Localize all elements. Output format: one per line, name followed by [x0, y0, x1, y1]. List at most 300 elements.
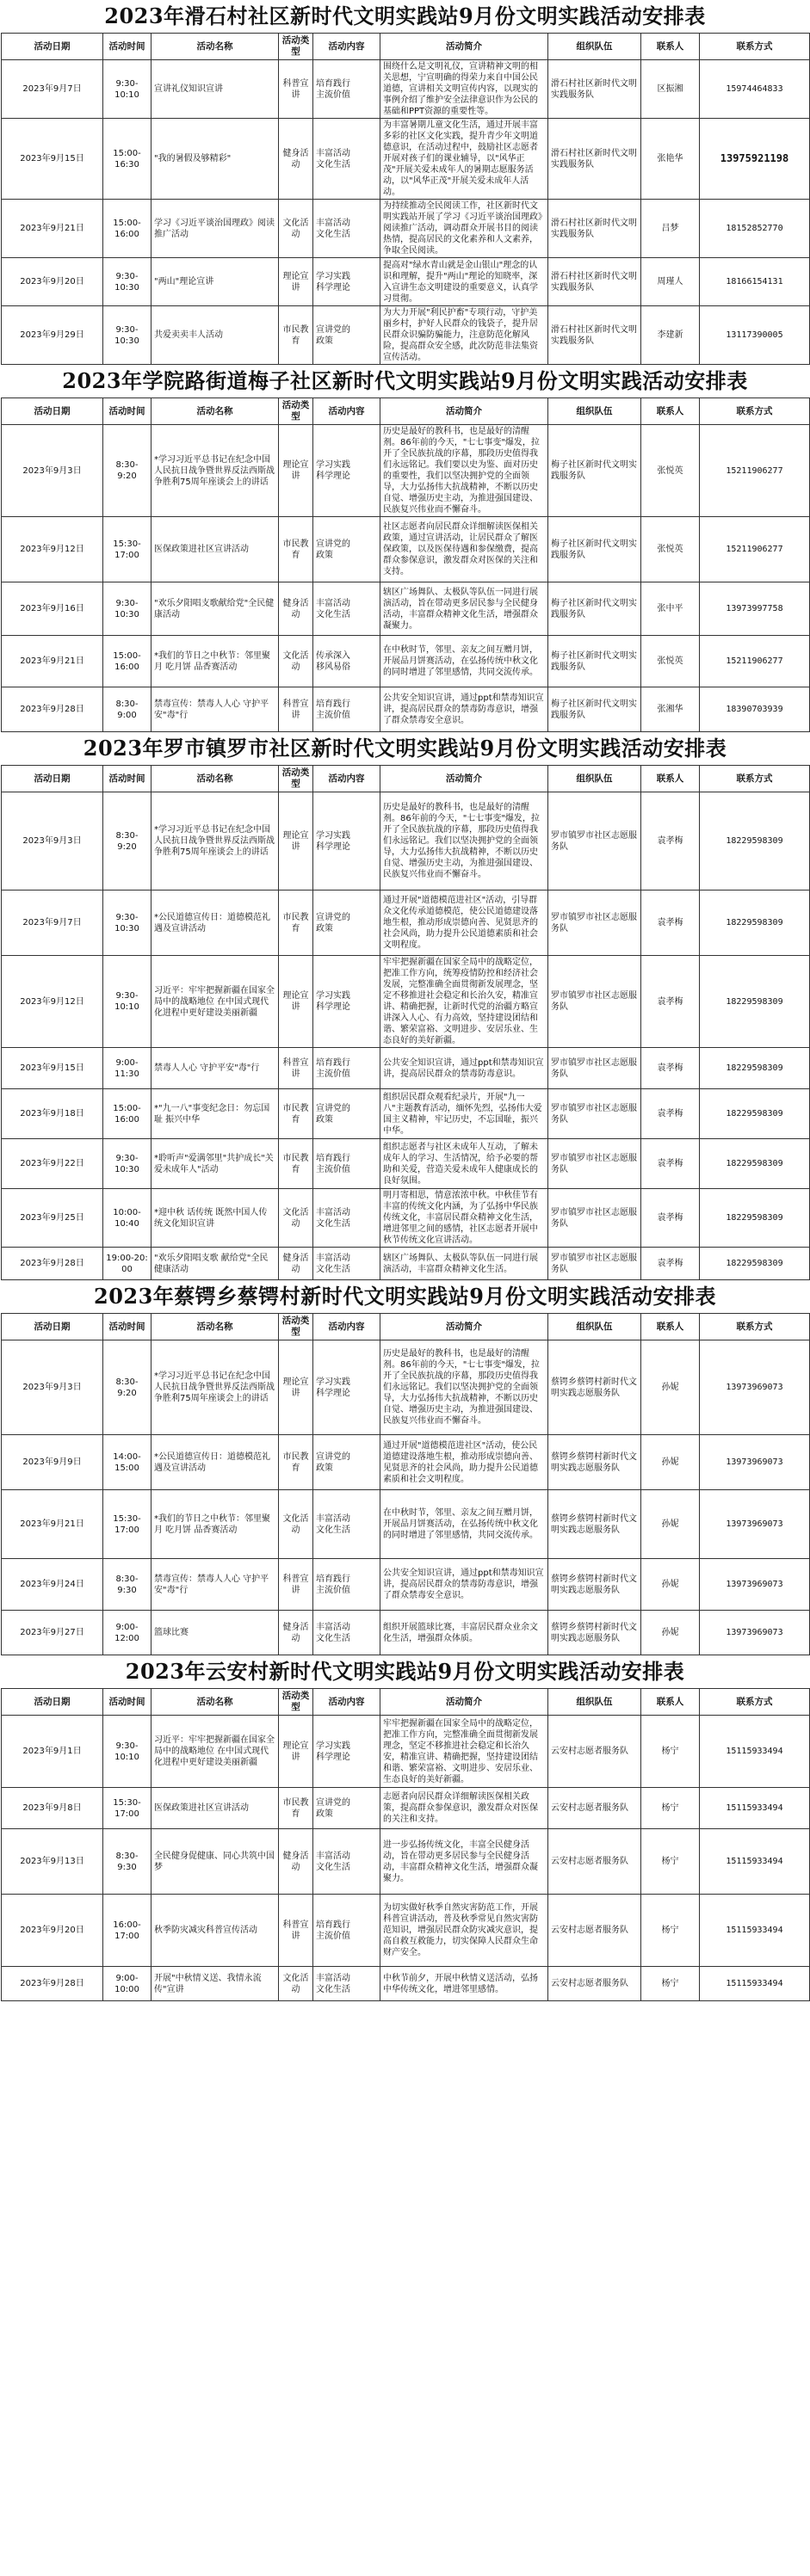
cell-time: 9:30- 10:30 — [103, 891, 151, 956]
cell-phone: 13975921198 — [700, 119, 810, 200]
cell-time: 8:30- 9:00 — [103, 687, 151, 732]
schedule-table — [1, 397, 810, 732]
column-header: 活动内容 — [313, 1314, 380, 1340]
cell-phone: 15211906277 — [700, 517, 810, 582]
cell-date: 2023年9月3日 — [2, 425, 103, 517]
cell-intro: 在中秋时节，邻里、亲友之间互赠月饼，开展品月饼赛活动，在弘扬传统中秋文化的同时增进了邻里感情，共同交流传承。 — [380, 636, 548, 687]
column-header: 活动时间 — [103, 1689, 151, 1716]
cell-date: 2023年9月21日 — [2, 200, 103, 258]
cell-name: "欢乐夕阳唱支歌 献给党"全民健康活动 — [151, 1248, 279, 1280]
cell-date: 2023年9月22日 — [2, 1139, 103, 1189]
column-header: 组织队伍 — [548, 766, 641, 792]
schedule-table — [1, 765, 810, 1280]
cell-content: 培育践行 主流价值 — [313, 60, 380, 119]
cell-content: 宣讲党的 政策 — [313, 517, 380, 582]
cell-date: 2023年9月12日 — [2, 956, 103, 1048]
table-row — [2, 60, 810, 119]
cell-date: 2023年9月3日 — [2, 792, 103, 891]
table-row — [2, 1189, 810, 1248]
cell-name: *公民道德宣传日：道德模范礼遇及宣讲活动 — [151, 1435, 279, 1490]
cell-contact: 杨宁 — [641, 1716, 700, 1788]
cell-name: 全民健身促健康、同心共筑中国梦 — [151, 1829, 279, 1895]
cell-intro: 通过开展"道德模范进社区"活动，使公民道德建设落地生根，推动形成崇德向善、见贤思齐的社会风尚，助力提升公民道德素质和社会文明程度。 — [380, 1435, 548, 1490]
cell-org: 滑石村社区新时代文明实践服务队 — [548, 60, 641, 119]
cell-date: 2023年9月9日 — [2, 1435, 103, 1490]
cell-contact: 袁孝梅 — [641, 1048, 700, 1089]
cell-contact: 袁孝梅 — [641, 1139, 700, 1189]
cell-phone: 15115933494 — [700, 1967, 810, 2001]
cell-contact: 区振湘 — [641, 60, 700, 119]
cell-phone: 13973969073 — [700, 1490, 810, 1559]
schedule-table — [1, 1313, 810, 1655]
cell-name: *学习习近平总书记在纪念中国人民抗日战争暨世界反法西斯战争胜利75周年座谈会上的讲话 — [151, 425, 279, 517]
column-header: 活动时间 — [103, 766, 151, 792]
cell-org: 梅子社区新时代文明实践服务队 — [548, 636, 641, 687]
cell-contact: 袁孝梅 — [641, 1189, 700, 1248]
cell-contact: 杨宁 — [641, 1895, 700, 1967]
table-row — [2, 582, 810, 636]
cell-org: 罗市镇罗市社区志愿服务队 — [548, 1139, 641, 1189]
cell-date: 2023年9月16日 — [2, 582, 103, 636]
cell-type: 理论宣讲 — [279, 425, 313, 517]
cell-intro: 历史是最好的教科书，也是最好的清醒剂。86年前的今天，"七七事变"爆发，拉开了全民族抗战的序幕，那段历史值得我们永远铭记。我们以坚决拥护党的全面领导，大力弘扬伟大抗战精神，不断以历史自觉、增强历史主动，为推进强国建设、民族复兴伟业而不懈奋斗。 — [380, 1340, 548, 1435]
column-header: 活动时间 — [103, 34, 151, 60]
section-title: 2023年罗市镇罗市社区新时代文明实践站9月份文明实践活动安排表 — [83, 736, 727, 761]
cell-intro: 组织志愿者与社区未成年人互动，了解未成年人的学习、生活情况，给予必要的帮助和关爱，营造关爱未成年人健康成长的良好氛围。 — [380, 1139, 548, 1189]
table-row — [2, 1611, 810, 1655]
cell-date: 2023年9月7日 — [2, 60, 103, 119]
cell-time: 8:30- 9:20 — [103, 425, 151, 517]
table-row — [2, 891, 810, 956]
cell-contact: 李建新 — [641, 306, 700, 365]
cell-time: 10:00- 10:40 — [103, 1189, 151, 1248]
cell-contact: 张悦英 — [641, 425, 700, 517]
table-row — [2, 1490, 810, 1559]
column-header: 活动简介 — [380, 766, 548, 792]
table-row — [2, 1089, 810, 1139]
cell-time: 14:00- 15:00 — [103, 1435, 151, 1490]
cell-contact: 袁孝梅 — [641, 1089, 700, 1139]
cell-contact: 袁孝梅 — [641, 1248, 700, 1280]
cell-type: 科普宣讲 — [279, 1895, 313, 1967]
cell-name: 秋季防灾减灾科普宣传活动 — [151, 1895, 279, 1967]
cell-type: 文化活动 — [279, 1967, 313, 2001]
cell-time: 15:30- 17:00 — [103, 517, 151, 582]
cell-intro: 公共安全知识宣讲，通过ppt和禁毒知识宣讲，提高居民群众的禁毒防毒意识，增强了群众禁毒安全意识。 — [380, 1559, 548, 1611]
table-row — [2, 1967, 810, 2001]
column-header: 活动类型 — [279, 34, 313, 60]
cell-time: 15:00- 16:00 — [103, 636, 151, 687]
table-row — [2, 517, 810, 582]
cell-type: 理论宣讲 — [279, 956, 313, 1048]
cell-phone: 18229598309 — [700, 1248, 810, 1280]
cell-time: 9:00- 11:30 — [103, 1048, 151, 1089]
cell-intro: 为切实做好秋季自然灾害防范工作，开展科普宣讲活动，普及秋季常见自然灾害防范知识，增强居民群众防灾减灾意识，提高自救互救能力，切实保障人民群众生命财产安全。 — [380, 1895, 548, 1967]
cell-content: 学习实践 科学理论 — [313, 792, 380, 891]
table-header-row — [2, 34, 810, 60]
table-header-row — [2, 1314, 810, 1340]
column-header: 联系方式 — [700, 34, 810, 60]
cell-contact: 袁孝梅 — [641, 956, 700, 1048]
cell-time: 15:30- 17:00 — [103, 1490, 151, 1559]
cell-type: 健身活动 — [279, 1611, 313, 1655]
cell-intro: 围绕什么是文明礼仪，宣讲精神文明的相关思想，宁宣明确的得荣力来自中国公民道德，宣讲相关文明宣传内容，以现实的事例介绍了维护安全法律意识作为公民的基础和PPT资源的重要性等。 — [380, 60, 548, 119]
cell-type: 科普宣讲 — [279, 1048, 313, 1089]
column-header: 活动日期 — [2, 1314, 103, 1340]
cell-time: 15:00- 16:00 — [103, 200, 151, 258]
cell-contact: 孙妮 — [641, 1559, 700, 1611]
schedule-section — [0, 1280, 810, 1655]
cell-content: 宣讲党的 政策 — [313, 891, 380, 956]
cell-date: 2023年9月12日 — [2, 517, 103, 582]
table-row — [2, 1139, 810, 1189]
column-header: 联系人 — [641, 34, 700, 60]
cell-date: 2023年9月28日 — [2, 1967, 103, 2001]
cell-org: 云安村志愿者服务队 — [548, 1967, 641, 2001]
cell-org: 蔡锷乡蔡锷村新时代文明实践志愿服务队 — [548, 1435, 641, 1490]
cell-phone: 18229598309 — [700, 1139, 810, 1189]
cell-org: 云安村志愿者服务队 — [548, 1716, 641, 1788]
cell-name: 禁毒人人心 守护平安"毒"行 — [151, 1048, 279, 1089]
column-header: 活动名称 — [151, 766, 279, 792]
cell-content: 丰富活动 文化生活 — [313, 1189, 380, 1248]
cell-org: 罗市镇罗市社区志愿服务队 — [548, 956, 641, 1048]
cell-org: 罗市镇罗市社区志愿服务队 — [548, 1248, 641, 1280]
table-row — [2, 687, 810, 732]
cell-intro: 提高对"绿水青山就是金山银山"理念的认识和理解，提升"两山"理论的知晓率，深入宣讲生态文明建设的重要意义，认真学习贯彻。 — [380, 258, 548, 306]
cell-time: 9:30- 10:10 — [103, 1716, 151, 1788]
cell-type: 理论宣讲 — [279, 1340, 313, 1435]
table-header-row — [2, 1689, 810, 1716]
cell-date: 2023年9月15日 — [2, 119, 103, 200]
cell-time: 19:00-20:00 — [103, 1248, 151, 1280]
cell-org: 滑石村社区新时代文明实践服务队 — [548, 119, 641, 200]
column-header: 活动类型 — [279, 1689, 313, 1716]
table-row — [2, 200, 810, 258]
cell-content: 宣讲党的 政策 — [313, 306, 380, 365]
column-header: 活动简介 — [380, 1314, 548, 1340]
cell-phone: 15974464833 — [700, 60, 810, 119]
cell-org: 云安村志愿者服务队 — [548, 1788, 641, 1829]
cell-org: 罗市镇罗市社区志愿服务队 — [548, 1048, 641, 1089]
cell-content: 丰富活动 文化生活 — [313, 1829, 380, 1895]
cell-intro: 历史是最好的教科书，也是最好的清醒剂。86年前的今天，"七七事变"爆发，拉开了全民族抗战的序幕，那段历史值得我们永远铭记。我们要以史为鉴、面对历史的重要性，我们以坚决拥护党的全面领导，大力弘扬伟大抗战精神，不断以历史自觉、增强历史主动，为推进强国建设、民族复兴伟业而不懈奋斗。 — [380, 425, 548, 517]
schedule-section — [0, 365, 810, 732]
schedule-section — [0, 0, 810, 365]
cell-phone: 15115933494 — [700, 1716, 810, 1788]
cell-name: *学习习近平总书记在纪念中国人民抗日战争暨世界反法西斯战争胜利75周年座谈会上的讲话 — [151, 792, 279, 891]
cell-date: 2023年9月18日 — [2, 1089, 103, 1139]
table-row — [2, 1788, 810, 1829]
cell-phone: 18166154131 — [700, 258, 810, 306]
cell-intro: 为大力开展"利民护畜"专项行动，守护美丽乡村，护好人民群众的钱袋子，提升居民群众识骗防骗能力，注意防范化解风险，提高群众安全感，此次防范非法集资宣传活动。 — [380, 306, 548, 365]
table-row — [2, 1895, 810, 1967]
column-header: 活动日期 — [2, 34, 103, 60]
cell-type: 市民教育 — [279, 1788, 313, 1829]
cell-phone: 13973969073 — [700, 1435, 810, 1490]
cell-date: 2023年9月13日 — [2, 1829, 103, 1895]
cell-date: 2023年9月28日 — [2, 1248, 103, 1280]
cell-org: 梅子社区新时代文明实践服务队 — [548, 425, 641, 517]
column-header: 活动日期 — [2, 398, 103, 425]
table-row — [2, 258, 810, 306]
cell-content: 宣讲党的 政策 — [313, 1435, 380, 1490]
cell-org: 云安村志愿者服务队 — [548, 1829, 641, 1895]
cell-time: 9:30- 10:10 — [103, 956, 151, 1048]
table-row — [2, 1048, 810, 1089]
cell-time: 8:30- 9:30 — [103, 1559, 151, 1611]
cell-intro: 在中秋时节，邻里、亲友之间互赠月饼，开展品月饼赛活动，在弘扬传统中秋文化的同时增进了邻里感情，共同交流传承。 — [380, 1490, 548, 1559]
table-row — [2, 956, 810, 1048]
cell-type: 市民教育 — [279, 1089, 313, 1139]
cell-intro: 通过开展"道德模范进社区"活动，引导群众文化传承道德模范，使公民道德建设落地生根，推动形成崇德向善、见贤思齐的社会风尚，助力提升公民道德素质和社会文明程度。 — [380, 891, 548, 956]
section-title: 2023年蔡锷乡蔡锷村新时代文明实践站9月份文明实践活动安排表 — [94, 1284, 716, 1309]
cell-contact: 孙妮 — [641, 1490, 700, 1559]
cell-org: 蔡锷乡蔡锷村新时代文明实践志愿服务队 — [548, 1490, 641, 1559]
cell-contact: 张艳华 — [641, 119, 700, 200]
schedule-section — [0, 1655, 810, 2001]
cell-phone: 15115933494 — [700, 1895, 810, 1967]
cell-type: 健身活动 — [279, 1248, 313, 1280]
cell-name: *我们的节日之中秋节：邻里聚月 吃月饼 品香赛活动 — [151, 636, 279, 687]
column-header: 联系方式 — [700, 766, 810, 792]
column-header: 活动日期 — [2, 766, 103, 792]
cell-date: 2023年9月28日 — [2, 687, 103, 732]
cell-contact: 袁孝梅 — [641, 792, 700, 891]
cell-phone: 13973969073 — [700, 1559, 810, 1611]
cell-date: 2023年9月27日 — [2, 1611, 103, 1655]
cell-name: 医保政策进社区宣讲活动 — [151, 517, 279, 582]
table-row — [2, 1340, 810, 1435]
table-row — [2, 425, 810, 517]
cell-intro: 牢牢把握新疆在国家全局中的战略定位，把准工作方向，统筹疫情防控和经济社会发展，完整准确全面贯彻新发展理念，坚定不移推进社会稳定和长治久安，精准宣讲、精确把握，让新时代党的治疆方略宣讲深入人心、有力高效，坚持建设团结和谐、繁荣富裕、文明进步、安居乐业、生态良好的美好新疆。 — [380, 956, 548, 1048]
cell-phone: 13973969073 — [700, 1611, 810, 1655]
cell-name: 习近平：牢牢把握新疆在国家全局中的战略地位 在中国式现代化进程中更好建设美丽新疆 — [151, 1716, 279, 1788]
cell-phone: 18229598309 — [700, 891, 810, 956]
table-row — [2, 119, 810, 200]
column-header: 联系方式 — [700, 1314, 810, 1340]
cell-content: 学习实践 科学理论 — [313, 956, 380, 1048]
column-header: 活动简介 — [380, 34, 548, 60]
cell-time: 8:30- 9:30 — [103, 1829, 151, 1895]
cell-name: 共爱卖卖丰人活动 — [151, 306, 279, 365]
cell-name: 禁毒宣传：禁毒人人心 守护平安"毒"行 — [151, 1559, 279, 1611]
cell-phone: 18229598309 — [700, 1189, 810, 1248]
cell-name: *聆听声"爱满邻里"共护成长"关爱未成年人"活动 — [151, 1139, 279, 1189]
cell-phone: 15211906277 — [700, 425, 810, 517]
column-header: 联系人 — [641, 1689, 700, 1716]
column-header: 活动类型 — [279, 766, 313, 792]
cell-date: 2023年9月21日 — [2, 636, 103, 687]
cell-content: 传承深入 移风易俗 — [313, 636, 380, 687]
cell-intro: 为丰富暑期儿童文化生活，通过开展丰富多彩的社区文化实践，提升青少年文明道德意识，在活动过程中，鼓励社区志愿者开展对孩子们的课业辅导，以"风华正茂"开展关爱未成年人的暑期志愿服务活动，以"风华正茂"开展关爱未成年人活动。 — [380, 119, 548, 200]
cell-intro: 为持续推动全民阅读工作，社区新时代文明实践站开展了学习《习近平谈治国理政》阅读推广活动，调动群众开展书目的阅读热情，提高居民的文化素养和人文素养，争取全民阅读。 — [380, 200, 548, 258]
cell-org: 梅子社区新时代文明实践服务队 — [548, 687, 641, 732]
cell-type: 理论宣讲 — [279, 1716, 313, 1788]
cell-content: 宣讲党的 政策 — [313, 1089, 380, 1139]
cell-type: 健身活动 — [279, 582, 313, 636]
cell-name: "我的暑假及够精彩" — [151, 119, 279, 200]
cell-org: 梅子社区新时代文明实践服务队 — [548, 517, 641, 582]
cell-contact: 袁孝梅 — [641, 891, 700, 956]
cell-type: 市民教育 — [279, 1435, 313, 1490]
cell-type: 文化活动 — [279, 1490, 313, 1559]
cell-org: 罗市镇罗市社区志愿服务队 — [548, 1189, 641, 1248]
cell-contact: 孙妮 — [641, 1611, 700, 1655]
cell-date: 2023年9月8日 — [2, 1788, 103, 1829]
cell-time: 9:30- 10:30 — [103, 582, 151, 636]
cell-phone: 15115933494 — [700, 1829, 810, 1895]
cell-org: 滑石村社区新时代文明实践服务队 — [548, 258, 641, 306]
cell-name: 习近平：牢牢把握新疆在国家全局中的战略地位 在中国式现代化进程中更好建设美丽新疆 — [151, 956, 279, 1048]
cell-org: 罗市镇罗市社区志愿服务队 — [548, 792, 641, 891]
cell-content: 宣讲党的 政策 — [313, 1788, 380, 1829]
cell-phone: 15115933494 — [700, 1788, 810, 1829]
column-header: 联系方式 — [700, 1689, 810, 1716]
cell-contact: 吕梦 — [641, 200, 700, 258]
cell-name: 医保政策进社区宣讲活动 — [151, 1788, 279, 1829]
cell-time: 15:00- 16:30 — [103, 119, 151, 200]
cell-org: 蔡锷乡蔡锷村新时代文明实践志愿服务队 — [548, 1611, 641, 1655]
table-row — [2, 1559, 810, 1611]
cell-content: 丰富活动 文化生活 — [313, 582, 380, 636]
cell-content: 学习实践 科学理论 — [313, 1716, 380, 1788]
cell-contact: 杨宁 — [641, 1829, 700, 1895]
cell-date: 2023年9月15日 — [2, 1048, 103, 1089]
cell-content: 丰富活动 文化生活 — [313, 200, 380, 258]
cell-intro: 公共安全知识宣讲，通过ppt和禁毒知识宣讲，提高居民群众的禁毒防毒意识，增强了群众禁毒安全意识。 — [380, 687, 548, 732]
column-header: 活动时间 — [103, 1314, 151, 1340]
column-header: 活动简介 — [380, 1689, 548, 1716]
cell-name: *公民道德宣传日：道德模范礼遇及宣讲活动 — [151, 891, 279, 956]
cell-content: 丰富活动 文化生活 — [313, 1248, 380, 1280]
column-header: 活动日期 — [2, 1689, 103, 1716]
cell-contact: 张悦英 — [641, 636, 700, 687]
cell-intro: 进一步弘扬传统文化，丰富全民健身活动，旨在带动更多居民参与全民健身活动，丰富群众精神文化生活，增强群众凝聚力。 — [380, 1829, 548, 1895]
column-header: 组织队伍 — [548, 398, 641, 425]
column-header: 活动名称 — [151, 1689, 279, 1716]
cell-time: 15:30- 17:00 — [103, 1788, 151, 1829]
cell-type: 市民教育 — [279, 306, 313, 365]
column-header: 活动名称 — [151, 398, 279, 425]
cell-phone: 15211906277 — [700, 636, 810, 687]
cell-contact: 孙妮 — [641, 1340, 700, 1435]
table-row — [2, 1716, 810, 1788]
cell-intro: 组织居民群众观看纪录片，开展"九一八"主题教育活动，缅怀先烈，弘扬伟大爱国主义精神，牢记历史，不忘国耻，振兴中华。 — [380, 1089, 548, 1139]
column-header: 活动内容 — [313, 398, 380, 425]
cell-phone: 13973969073 — [700, 1340, 810, 1435]
cell-date: 2023年9月24日 — [2, 1559, 103, 1611]
cell-intro: 组织开展篮球比赛，丰富居民群众业余文化生活，增强群众体质。 — [380, 1611, 548, 1655]
cell-content: 学习实践 科学理论 — [313, 425, 380, 517]
cell-name: *迎中秋 话传统 既然中国人传统文化知识宣讲 — [151, 1189, 279, 1248]
cell-time: 9:00- 10:00 — [103, 1967, 151, 2001]
cell-time: 9:30- 10:30 — [103, 258, 151, 306]
column-header: 组织队伍 — [548, 34, 641, 60]
cell-content: 培育践行 主流价值 — [313, 1139, 380, 1189]
cell-type: 文化活动 — [279, 1189, 313, 1248]
cell-time: 15:00- 16:00 — [103, 1089, 151, 1139]
cell-time: 8:30- 9:20 — [103, 792, 151, 891]
cell-date: 2023年9月3日 — [2, 1340, 103, 1435]
cell-contact: 张湘华 — [641, 687, 700, 732]
column-header: 活动类型 — [279, 1314, 313, 1340]
cell-name: *"九一八"事变纪念日：勿忘国耻 振兴中华 — [151, 1089, 279, 1139]
cell-intro: 辖区广场舞队、太极队等队伍一同进行展演活动，旨在带动更多居民参与全民健身活动，丰富群众精神文化生活，增强群众凝聚力。 — [380, 582, 548, 636]
cell-phone: 13973997758 — [700, 582, 810, 636]
cell-content: 丰富活动 文化生活 — [313, 1490, 380, 1559]
cell-contact: 孙妮 — [641, 1435, 700, 1490]
cell-org: 云安村志愿者服务队 — [548, 1895, 641, 1967]
cell-contact: 杨宁 — [641, 1788, 700, 1829]
cell-phone: 18390703939 — [700, 687, 810, 732]
cell-name: *我们的节日之中秋节：邻里聚月 吃月饼 品香赛活动 — [151, 1490, 279, 1559]
cell-date: 2023年9月7日 — [2, 891, 103, 956]
cell-type: 市民教育 — [279, 517, 313, 582]
column-header: 活动内容 — [313, 34, 380, 60]
cell-type: 理论宣讲 — [279, 258, 313, 306]
cell-date: 2023年9月20日 — [2, 258, 103, 306]
cell-content: 学习实践 科学理论 — [313, 258, 380, 306]
table-row — [2, 636, 810, 687]
column-header: 联系方式 — [700, 398, 810, 425]
cell-time: 9:30- 10:10 — [103, 60, 151, 119]
cell-org: 罗市镇罗市社区志愿服务队 — [548, 1089, 641, 1139]
table-row — [2, 1829, 810, 1895]
cell-date: 2023年9月25日 — [2, 1189, 103, 1248]
cell-contact: 张中平 — [641, 582, 700, 636]
cell-phone: 13117390005 — [700, 306, 810, 365]
column-header: 活动名称 — [151, 1314, 279, 1340]
cell-intro: 历史是最好的教科书，也是最好的清醒剂。86年前的今天，"七七事变"爆发，拉开了全民族抗战的序幕，那段历史值得我们永远铭记。我们以坚决拥护党的全面领导，大力弘扬伟大抗战精神，不断以历史自觉、增强历史主动，为推进强国建设、民族复兴伟业而不懈奋斗。 — [380, 792, 548, 891]
table-row — [2, 792, 810, 891]
section-title: 2023年滑石村社区新时代文明实践站9月份文明实践活动安排表 — [104, 3, 706, 28]
cell-name: 宣讲礼仪知识宣讲 — [151, 60, 279, 119]
column-header: 活动名称 — [151, 34, 279, 60]
cell-content: 学习实践 科学理论 — [313, 1340, 380, 1435]
cell-intro: 明月寄相思，情意浓浓中秋。中秋佳节有丰富的传统文化内涵，为了弘扬中华民族传统文化，丰富居民群众精神文化生活，增进邻里之间的感情，社区志愿者开展中秋节传统文化宣讲活动。 — [380, 1189, 548, 1248]
column-header: 活动内容 — [313, 1689, 380, 1716]
cell-content: 培育践行 主流价值 — [313, 1048, 380, 1089]
section-title: 2023年学院路街道梅子社区新时代文明实践站9月份文明实践活动安排表 — [62, 368, 748, 393]
cell-contact: 周瑾人 — [641, 258, 700, 306]
cell-org: 滑石村社区新时代文明实践服务队 — [548, 200, 641, 258]
cell-content: 丰富活动 文化生活 — [313, 119, 380, 200]
table-header-row — [2, 766, 810, 792]
cell-phone: 18229598309 — [700, 1048, 810, 1089]
cell-time: 9:30- 10:30 — [103, 1139, 151, 1189]
cell-time: 16:00- 17:00 — [103, 1895, 151, 1967]
column-header: 联系人 — [641, 766, 700, 792]
cell-phone: 18229598309 — [700, 1089, 810, 1139]
cell-content: 培育践行 主流价值 — [313, 687, 380, 732]
cell-date: 2023年9月29日 — [2, 306, 103, 365]
table-row — [2, 1248, 810, 1280]
cell-phone: 18229598309 — [700, 956, 810, 1048]
cell-contact: 杨宁 — [641, 1967, 700, 2001]
cell-content: 丰富活动 文化生活 — [313, 1967, 380, 2001]
column-header: 联系人 — [641, 1314, 700, 1340]
cell-phone: 18229598309 — [700, 792, 810, 891]
cell-type: 健身活动 — [279, 1829, 313, 1895]
cell-date: 2023年9月21日 — [2, 1490, 103, 1559]
cell-content: 培育践行 主流价值 — [313, 1895, 380, 1967]
cell-intro: 公共安全知识宣讲，通过ppt和禁毒知识宣讲，提高居民群众的禁毒防毒意识。 — [380, 1048, 548, 1089]
cell-intro: 中秋节前夕，开展中秋情义送活动，弘扬中华传统文化，增进邻里感情。 — [380, 1967, 548, 2001]
cell-date: 2023年9月20日 — [2, 1895, 103, 1967]
cell-intro: 辖区广场舞队、太极队等队伍一同进行展演活动，丰富群众精神文化生活。 — [380, 1248, 548, 1280]
cell-time: 9:30- 10:30 — [103, 306, 151, 365]
